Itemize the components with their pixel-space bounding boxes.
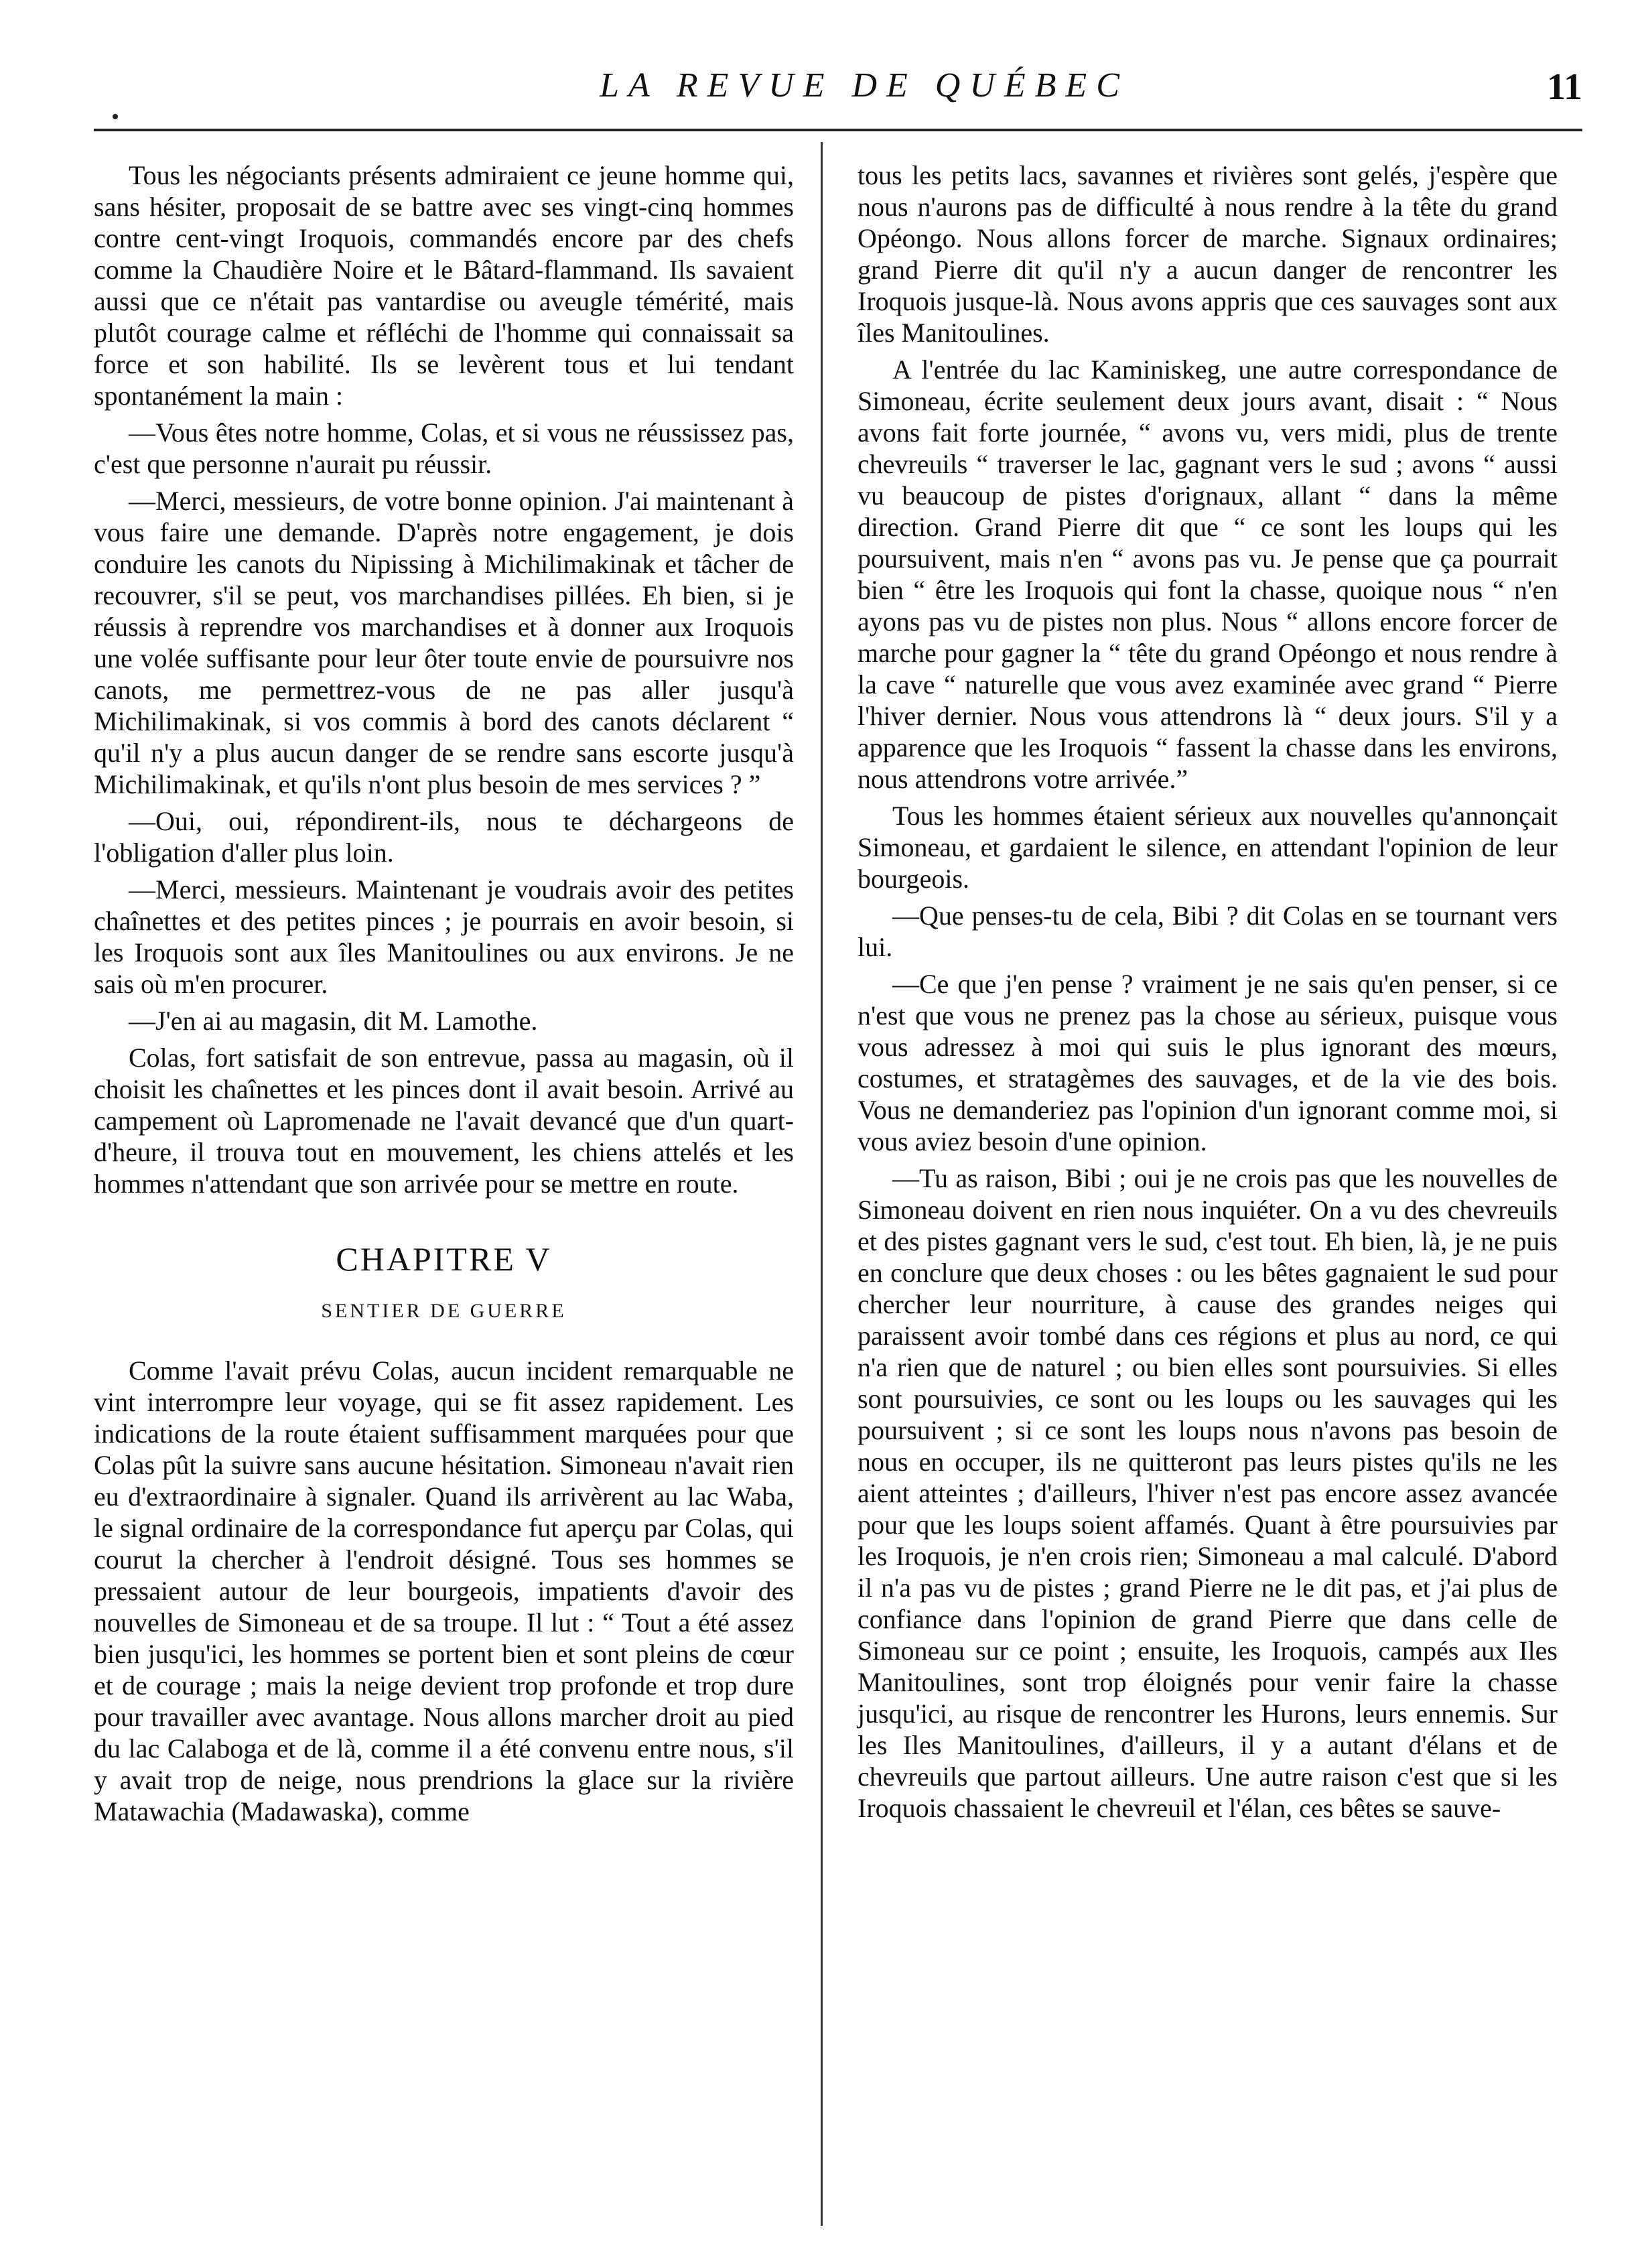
chapter-subtitle: SENTIER DE GUERRE <box>321 1300 567 1322</box>
paragraph: —Merci, messieurs. Maintenant je voudrais avoir des petites chaînettes et des petites pinces ; je pourrais en avoir besoin, si les Iroquois sont aux îles Manitoulines ou aux environs. Je ne sais où m'en procurer. <box>94 874 794 999</box>
journal-title: LA REVUE DE QUÉBEC <box>600 66 1129 105</box>
left-column <box>94 159 794 1832</box>
paragraph: —Que penses-tu de cela, Bibi ? dit Colas en se tournant vers lui. <box>858 900 1558 962</box>
header-rule <box>94 129 1582 131</box>
column-divider <box>821 142 823 2226</box>
paragraph: Tous les négociants présents admiraient ce jeune homme qui, sans hésiter, proposait de se battre avec ses vingt-cinq hommes contre cent-vingt Iroquois, commandés encore par des chefs comme la Chaudière Noire et le Bâtard-flammand. Ils savaient aussi que ce n'était pas vantardise ou aveugle témérité, mais plutôt courage calme et réfléchi de l'homme qui connaissait sa force et son habilité. Ils se levèrent tous et lui tendant spontanément la main : <box>94 160 794 411</box>
paragraph: —J'en ai au magasin, dit M. Lamothe. <box>129 1006 538 1036</box>
stray-dot <box>113 114 118 119</box>
paragraph: tous les petits lacs, savannes et rivières sont gelés, j'espère que nous n'aurons pas de difficulté à nous rendre à la tête du grand Opéongo. Nous allons forcer de marche. Signaux ordinaires; grand Pierre dit qu'il n'y a aucun danger de rencontrer les Iroquois jusque-là. Nous avons appris que ces sauvages sont aux îles Manitoulines. <box>858 160 1558 348</box>
paragraph: —Tu as raison, Bibi ; oui je ne crois pas que les nouvelles de Simoneau doivent en rien nous inquiéter. On a vu des chevreuils et des pistes gagnant vers le sud, c'est tout. Eh bien, là, je ne puis en conclure que deux choses : ou les bêtes gagnaient le sud pour chercher leur nourriture, à cause des grandes neiges qui paraissent avoir tombé dans ces régions et plus au nord, ce qui n'a rien que de naturel ; ou bien elles sont poursuivies. Si elles sont poursuivies, ce sont ou les loups ou les sauvages qui les poursuivent ; si ce sont les loups nous n'avons pas besoin de nous en occuper, ils ne quitteront pas leurs pistes qu'ils ne les aient atteintes ; d'ailleurs, l'hiver n'est pas encore assez avancée pour que les loups soient affamés. Quant à être poursuivies par les Iroquois, je n'en crois rien; Simoneau a mal calculé. D'abord il n'a pas vu de pistes ; grand Pierre ne le dit pas, et j'ai plus de confiance dans l'opinion de grand Pierre que dans celle de Simoneau sur ce point ; ensuite, les Iroquois, campés aux Iles Manitoulines, sont trop éloignés pour venir faire la chasse jusqu'ici, au risque de rencontrer les Hurons, leurs ennemis. Sur les Iles Manitoulines, d'ailleurs, il y a autant d'élans et de chevreuils que partout ailleurs. Une autre raison c'est que si les Iroquois chassaient le chevreuil et l'élan, ces bêtes se sauve- <box>858 1163 1558 1823</box>
paragraph: Tous les hommes étaient sérieux aux nouvelles qu'annonçait Simoneau, et gardaient le silence, en attendant l'opinion de leur bourgeois. <box>858 801 1558 894</box>
paragraph: Colas, fort satisfait de son entrevue, passa au magasin, où il choisit les chaînettes et les pinces dont il avait besoin. Arrivé au campement où Lapromenade ne l'avait devancé que d'un quart-d'heure, il trouva tout en mouvement, les chiens attelés et les hommes n'attendant que son arrivée pour se mettre en route. <box>94 1043 794 1199</box>
paragraph: —Ce que j'en pense ? vraiment je ne sais qu'en penser, si ce n'est que vous ne prenez pas la chose au sérieux, puisque vous vous adressez à moi qui suis le plus ignorant des mœurs, costumes, et stratagèmes des sauvages, et de la vie des bois. Vous ne demanderiez pas l'opinion d'un ignorant comme moi, si vous aviez besoin d'une opinion. <box>858 969 1558 1156</box>
paragraph: —Oui, oui, répondirent-ils, nous te déchargeons de l'obligation d'aller plus loin. <box>94 806 794 868</box>
right-column <box>858 159 1558 1829</box>
paragraph: Comme l'avait prévu Colas, aucun incident remarquable ne vint interrompre leur voyage, qui se fit assez rapidement. Les indications de la route étaient suffisamment marquées pour que Colas pût la suivre sans aucune hésitation. Simoneau n'avait rien eu d'extraordinaire à signaler. Quand ils arrivèrent au lac Waba, le signal ordinaire de la correspondance fut aperçu par Colas, qui courut la chercher à l'endroit désigné. Tous ses hommes se pressaient autour de leur bourgeois, impatients d'avoir des nouvelles de Simoneau et de sa troupe. Il lut : “ Tout a été assez bien jusqu'ici, les hommes se portent bien et sont pleins de cœur et de courage ; mais la neige devient trop profonde et trop dure pour travailler avec avantage. Nous allons marcher droit au pied du lac Calaboga et de là, comme il a été convenu entre nous, s'il y avait trop de neige, nous prendrions la glace sur la rivière Matawachia (Madawaska), comme <box>94 1355 794 1826</box>
chapter-title: CHAPITRE V <box>336 1240 552 1278</box>
paragraph: —Merci, messieurs, de votre bonne opinion. J'ai maintenant à vous faire une demande. D'après notre engagement, je dois conduire les canots du Nipissing à Michilimakinak et tâcher de recouvrer, s'il se peut, vos marchandises pillées. Eh bien, si je réussis à reprendre vos marchandises et à donner aux Iroquois une volée suffisante pour leur ôter toute envie de poursuivre nos canots, me permettrez-vous de ne pas aller jusqu'à Michilimakinak, si vos commis à bord des canots déclarent “ qu'il n'y a plus aucun danger de se rendre sans escorte jusqu'à Michilimakinak, et qu'ils n'ont plus besoin de mes services ? ” <box>94 486 794 799</box>
page-number: 11 <box>1547 66 1582 108</box>
paragraph: A l'entrée du lac Kaminiskeg, une autre correspondance de Simoneau, écrite seulement deux jours avant, disait : “ Nous avons fait forte journée, “ avons vu, vers midi, plus de trente chevreuils “ traverser le lac, gagnant vers le sud ; avons “ aussi vu beaucoup de pistes d'orignaux, allant “ dans la même direction. Grand Pierre dit que “ ce sont les loups qui les poursuivent, mais n'en “ avons pas vu. Je pense que ça pourrait bien “ être les Iroquois qui font la chasse, quoique nous “ n'en ayons pas vu de pistes non plus. Nous “ allons encore forcer de marche pour gagner la “ tête du grand Opéongo et nous rendre à la cave “ naturelle que vous avez examinée avec grand “ Pierre l'hiver dernier. Nous vous attendrons là “ deux jours. S'il y a apparence que les Iroquois “ fassent la chasse dans les environs, nous attendrons votre arrivée.” <box>858 354 1558 794</box>
running-head <box>0 66 1644 126</box>
paragraph: —Vous êtes notre homme, Colas, et si vous ne réussissez pas, c'est que personne n'aurait pu réussir. <box>94 417 794 479</box>
